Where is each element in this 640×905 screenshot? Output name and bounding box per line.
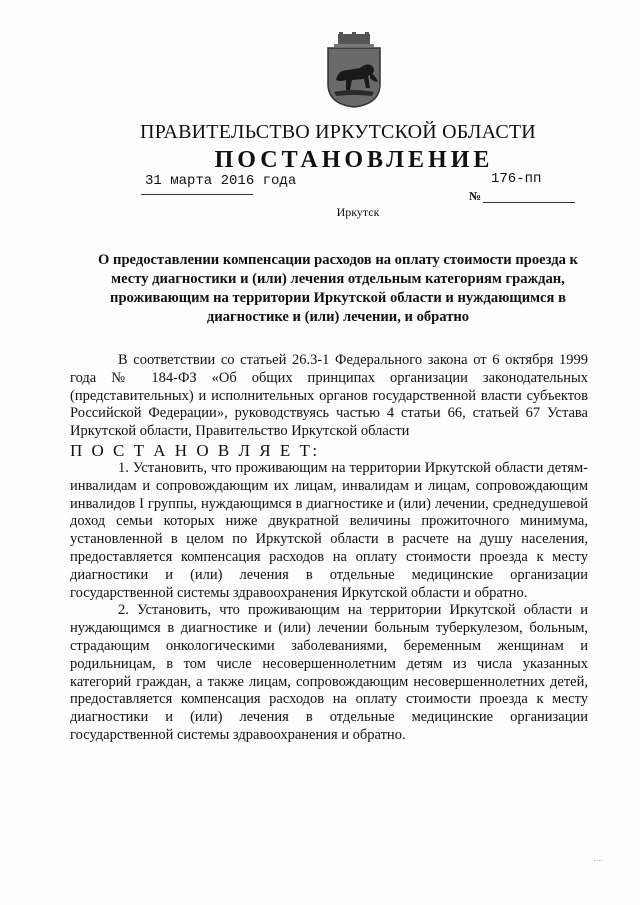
date-underline [141, 194, 253, 195]
document-date: 31 марта 2016 года [145, 173, 297, 189]
document-city: Иркутск [336, 205, 380, 219]
document-type: ПОСТАНОВЛЕНИЕ [214, 147, 494, 173]
government-name: ПРАВИТЕЛЬСТВО ИРКУТСКОЙ ОБЛАСТИ [140, 121, 536, 143]
document-body [70, 352, 588, 745]
decree-verb: П О С Т А Н О В Л Я Е Т: [70, 440, 320, 460]
document-title: О предоставлении компенсации расходов на оплату стоимости проезда к месту диагностики и (или) лечения отдельным категориям граждан, проживающим на территории Иркутской области и нуждающимся в диагностике и (или) лечении, и обратно [98, 252, 578, 325]
clause-2: 2. Установить, что проживающим на территории Иркутской области и нуждающимся в диагностике и (или) лечении больным туберкулезом, больным, страдающим онкологическими заболеваниями, беременным женщинам и родильницам, в том числе несовершеннолетним детям из числа указанных категорий граждан, а также лицам, сопровождающим несовершеннолетних детей, предоставляется компенсация расходов на оплату стоимости проезда к месту диагностики и (или) лечения в отдельные медицинские организации государственной системы здравоохранения и обратно. [70, 602, 588, 743]
scan-mark [594, 860, 602, 863]
document-number: 176-пп [491, 171, 542, 187]
preamble-paragraph: В соответствии со статьей 26.3-1 Федерального закона от 6 октября 1999 года № 184-ФЗ «Об общих принципах организации законодательных (представительных) и исполнительных органов государственной власти субъектов Российской Федерации», руководствуясь частью 4 статьи 66, статьей 67 Устава Иркутской области, Правительство Иркутской области [70, 352, 588, 440]
irkutsk-region-coat-of-arms-icon [318, 32, 390, 108]
clause-1: 1. Установить, что проживающим на территории Иркутской области детям-инвалидам и сопровождающим их лицам, инвалидам и лицам, сопровождающим инвалидов I группы, нуждающимся в диагностике и (или) лечении, среднедушевой доход семьи которых ниже двукратной величины прожиточного минимума, установленной в целом по Иркутской области в расчете на душу населения, предоставляется компенсация расходов на оплату стоимости проезда к месту диагностики и (или) лечения в отдельные медицинские организации государственной системы здравоохранения Иркутской области и обратно. [70, 459, 588, 601]
number-sign: № [469, 189, 482, 203]
number-underline [483, 202, 575, 203]
